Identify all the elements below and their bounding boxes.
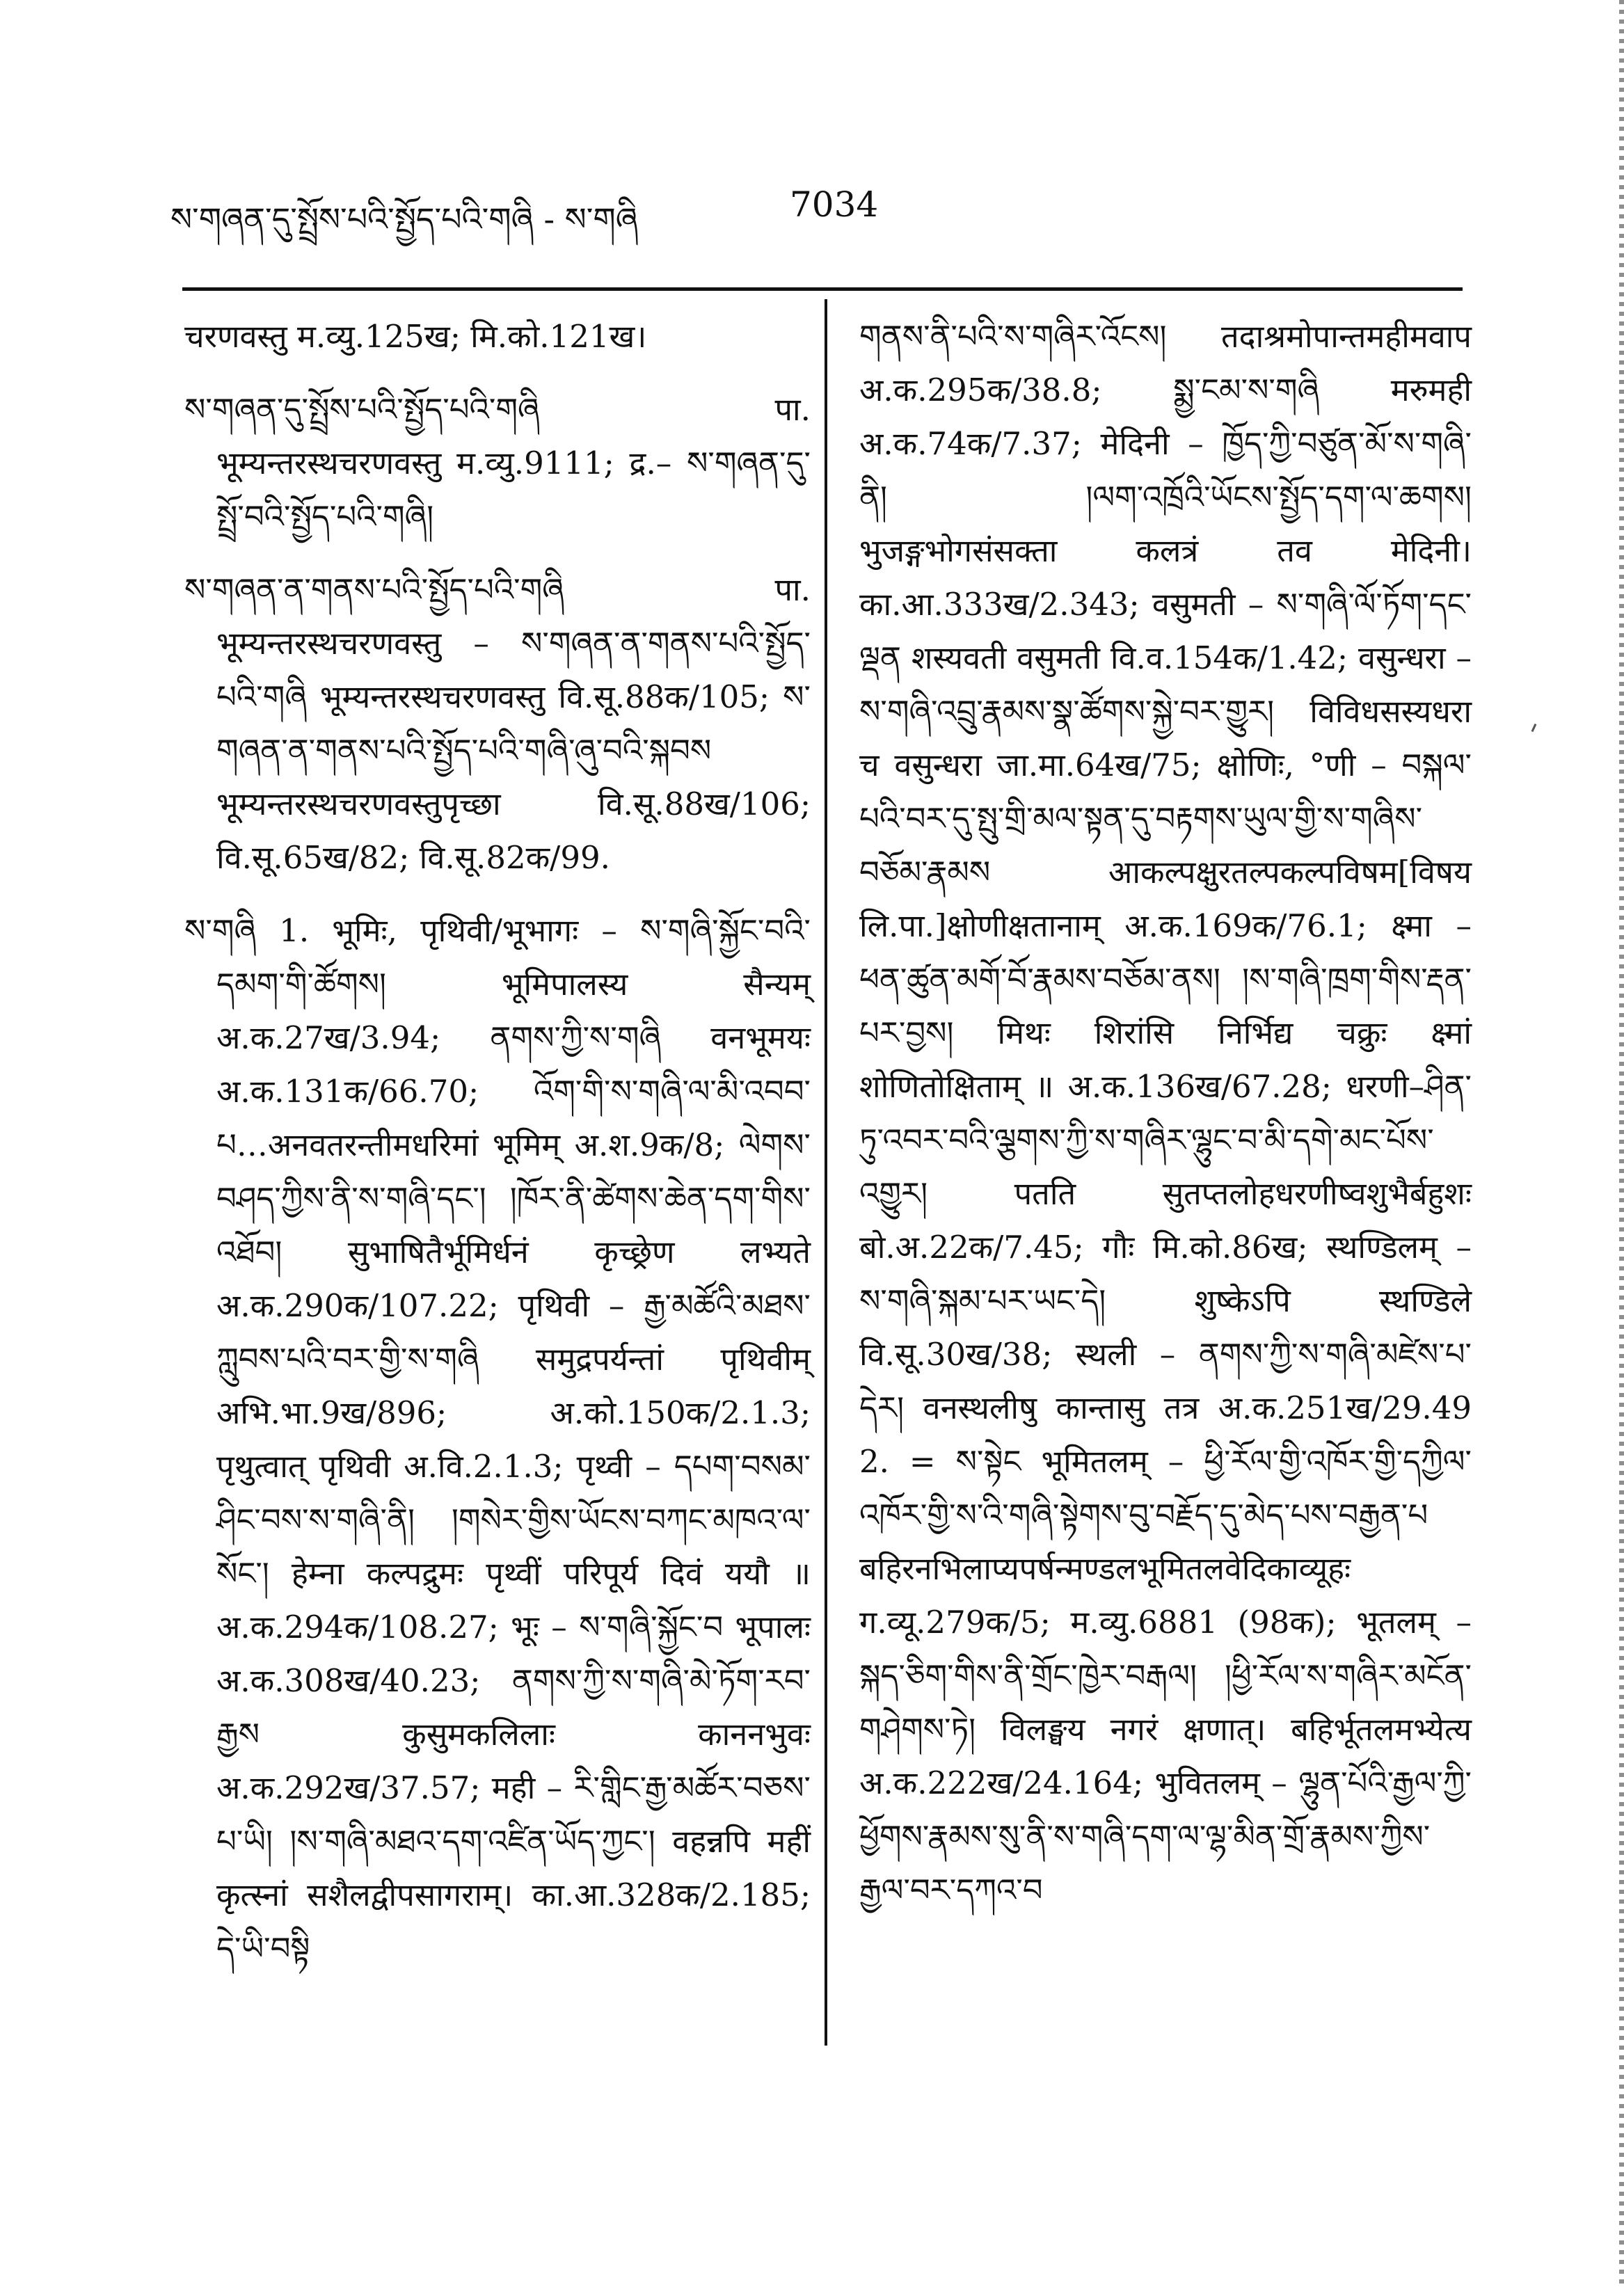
column-divider (825, 299, 827, 2046)
running-header: ས་གཞན་དུ་སྤྲོས་པའི་སྤྱོད་པའི་གཞི - ས་གཞི (170, 200, 638, 238)
header-rule (182, 287, 1463, 291)
dictionary-entry: ས་གཞི 1. भूमिः, पृथिवी/भूभागः – ས་གཞི་སྐྱོང་བའི་དམག་གི་ཚོགས། भूमिपालस्य सैन्यम् अ.क.27ख/3.94; ནགས་ཀྱི་ས་གཞི वनभूमयः अ.क.131क/66.70; འོག་གི་ས་གཞི་ལ་མི་འབབ་པ…अनवतरन्तीमधरिमां भूमिम् अ.श.9क/8; ལེགས་བཤད་ཀྱིས་ནི་ས་གཞི་དང་། །ཁོར་ནི་ཚེགས་ཆེན་དག་གིས་འཐོབ། सुभाषितैर्भूमिर्धनं कृच्छ्रेण लभ्यते अ.क.290क/107.22; पृथिवी – རྒྱ་མཚོའི་མཐས་ཀླུབས་པའི་བར་གྱི་ས་གཞི समुद्रपर्यन्तां पृथिवीम् अभि.भा.9ख/896; अ.को.150क/2.1.3; पृथुत्वात् पृथिवी अ.वि.2.1.3; पृथ्वी – དཔག་བསམ་ཤིང་བས་ས་གཞི་ནི། །གསེར་གྱིས་ཡོངས་བཀང་མཁའ་ལ་སོང་། हेम्ना कल्पद्रुमः पृथ्वीं परिपूर्य दिवं ययौ ॥ अ.क.294क/108.27; भूः – ས་གཞི་སྐྱོང་བ भूपालः अ.क.308ख/40.23; ནགས་ཀྱི་ས་གཞི་མེ་ཏོག་རབ་རྒྱས कुसुमकलिलाः काननभुवः अ.क.292ख/37.57; मही – རི་གླིང་རྒྱ་མཚོར་བཅས་པ་ཡི། །ས་གཞི་མཐའ་དག་འཛིན་ཡོད་ཀྱང་། वहन्नपि महीं कृत्स्नां सशैलद्वीपसागराम्। का.आ.328क/2.185; དེ་ཡི་བསྟི (184, 912, 811, 1967)
stray-scan-mark (1531, 724, 1537, 732)
dictionary-entry: ས་གཞན་དུ་སྤྲོས་པའི་སྤྱོད་པའི་གཞི पा. भूम्यन्तरस्थचरणवस्तु म.व्यु.9111; द्र.– ས་གཞན་དུ་སྤྲོ་བའི་སྤྱོད་པའི་གཞི། (184, 391, 811, 535)
dictionary-entry: ས་གཞན་ན་གནས་པའི་སྤྱོད་པའི་གཞི पा. भूम्यन्तरस्थचरणवस्तु – ས་གཞན་ན་གནས་པའི་སྤྱོད་པའི་གཞི भूम्यन्तरस्थचरणवस्तु वि.सू.88क/105; ས་གཞན་ན་གནས་པའི་སྤྱོད་པའི་གཞི་ཞུ་བའི་སྐབས भूम्यन्तरस्थचरणवस्तुपृच्छा वि.सू.88ख/106; वि.सू.65ख/82; वि.सू.82क/99. (184, 571, 811, 876)
left-column (184, 310, 811, 1995)
scan-edge-artifact (1619, 0, 1624, 2287)
right-column (859, 310, 1472, 1917)
entry-continuation: གནས་ནི་པའི་ས་གཞིར་འོངས། तदाश्रमोपान्तमहीमवाप अ.क.295क/38.8; སྨྱ་ངམ་ས་གཞི मरुमही अ.क.74क/7.37; मेदिनी – ཁྱོད་ཀྱི་བཙུན་མོ་ས་གཞི་ནི། །ལག་འཁྲོའི་ཡོངས་སྤྱོད་དག་ལ་ཆགས། भुजङ्गभोगसंसक्ता कलत्रं तव मेदिनी। का.आ.333ख/2.343; वसुमती – ས་གཞི་ལོ་ཏོག་དང་ལྡན शस्यवती वसुमती वि.व.154क/1.42; वसुन्धरा – ས་གཞི་འབྲུ་རྣམས་སྣ་ཚོགས་སྐྱེ་བར་གྱུར། विविधसस्यधरा च वसुन्धरा जा.मा.64ख/75; क्षोणिः, °णी – བསྐལ་པའི་བར་དུ་སྤུ་གྲི་མལ་སྟན་དུ་བརྟགས་ཡུལ་གྱི་ས་གཞིས་བཅོམ་རྣམས आकल्पक्षुरतल्पकल्पविषम[विषय लि.पा.]क्षोणीक्षतानाम् अ.क.169क/76.1; क्ष्मा – ཕན་ཚུན་མགོ་བོ་རྣམས་བཅོམ་ནས། །ས་གཞི་ཁྲག་གིས་རྡན་པར་བྱས། मिथः शिरांसि निर्भिद्य चक्रुः क्ष्मां शोणितोक्षिताम् ॥ अ.क.136ख/67.28; धरणी–ཤིན་ཏུ་འབར་བའི་ལྕགས་ཀྱི་ས་གཞིར་ལྷུང་བ་མི་དགེ་མང་པོས་འགྱུར། पतति सुतप्तलोहधरणीष्वशुभैर्बहुशः बो.अ.22क/7.45; गौः मि.को.86ख; स्थण्डिलम् – ས་གཞི་སྐམ་པར་ཡང་དེ། शुष्केऽपि स्थण्डिले वि.सू.30ख/38; स्थली – ནགས་ཀྱི་ས་གཞི་མཛེས་པ་དེར། वनस्थलीषु कान्तासु तत्र अ.क.251ख/29.49 2. = ས་སྟེང भूमितलम् – ཕྱི་རོལ་གྱི་འཁོར་གྱི་དཀྱིལ་འཁོར་གྱི་ས་འི་གཞི་སྟེགས་བུ་བརྗོད་དུ་མེད་པས་བརྒྱན་པ बहिरनभिलाप्यपर्षन्मण्डलभूमितलवेदिकाव्यूहः ग.व्यू.279क/5; म.व्यु.6881 (98क); भूतलम् – སྐད་ཅིག་གིས་ནི་གྲོང་ཁྱེར་བརྒལ། །ཕྱི་རོལ་ས་གཞིར་མངོན་གཤེགས་ཏེ། विलङ्घय नगरं क्षणात्। बहिर्भूतलमभ्येत्य अ.क.222ख/24.164; भुवितलम् – ལྷུན་པོའི་རྒྱལ་ཀྱི་ཕྱོགས་རྣམས་སུ་ནི་ས་གཞི་དག་ལ་ལྷ་མིན་གྲོ་རྣམས་ཀྱིས་རྒྱལ་བར་དཀའ་བ (859, 318, 1472, 1909)
page-number: 7034 (790, 184, 879, 225)
entry-continuation: चरणवस्तु म.व्यु.125ख; मि.को.121ख। (184, 318, 647, 355)
